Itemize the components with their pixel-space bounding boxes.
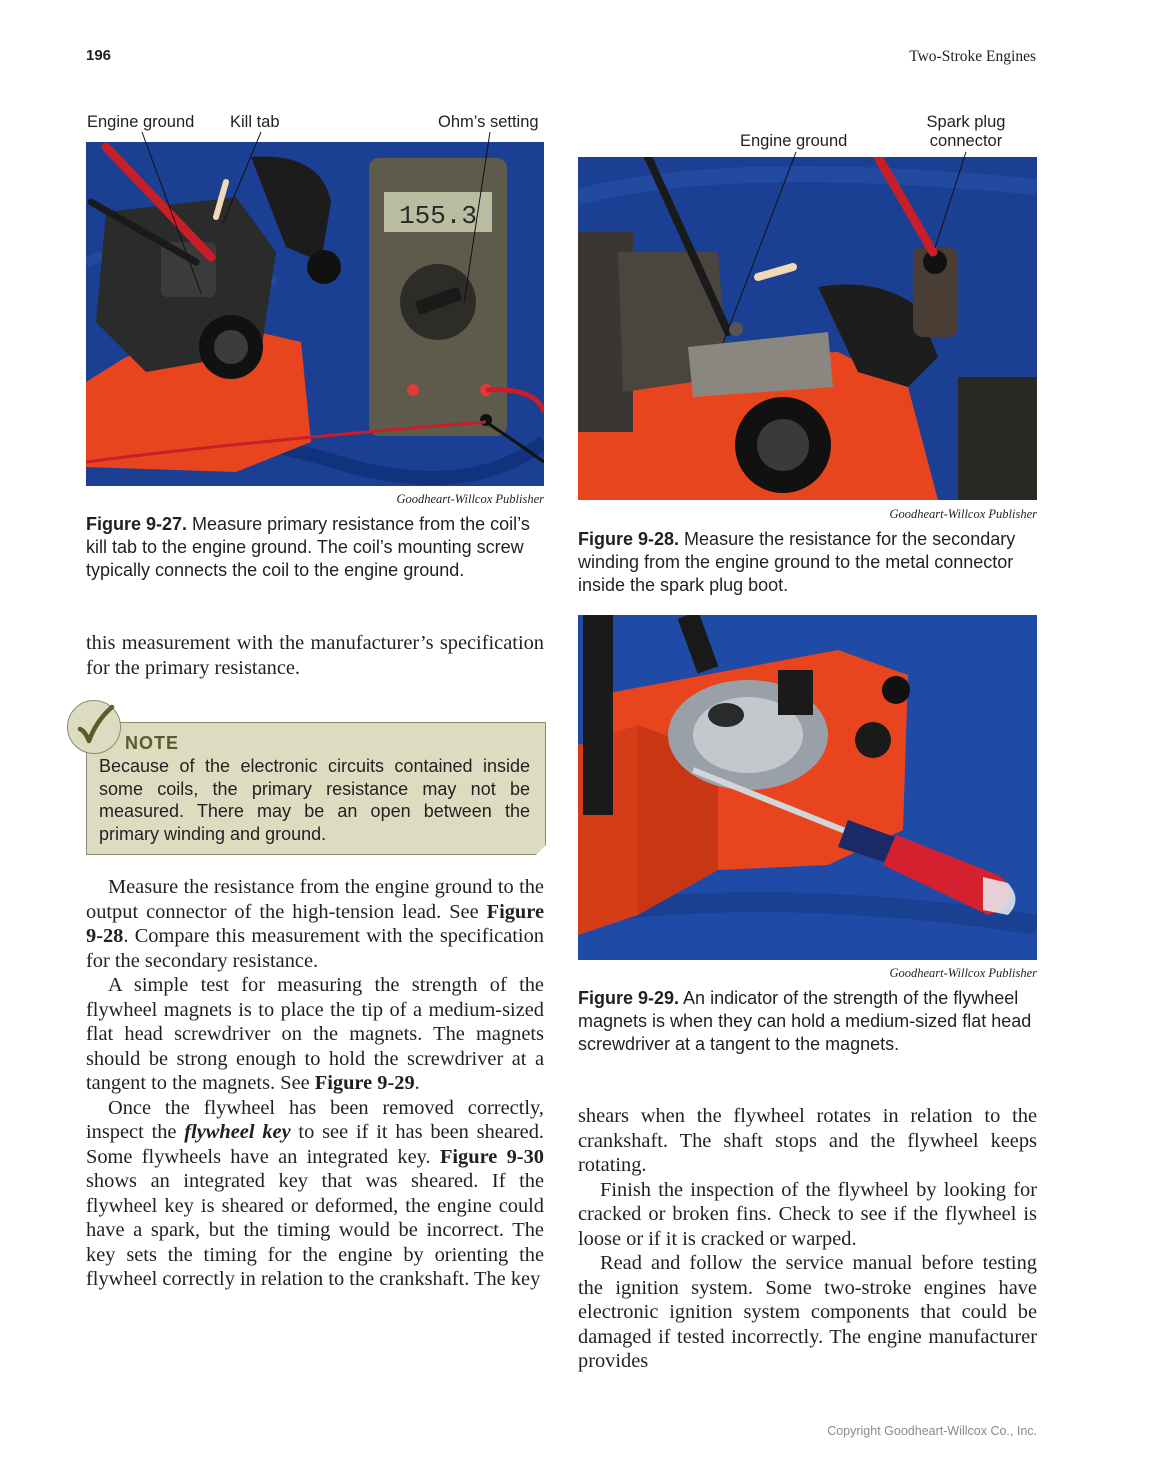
right-paragraph-3: Read and follow the service manual before testing the ignition system. Some two-stroke engines have electronic ignition system components that could be damaged if tested incorrectly. The engine manufacturer provides [578,1252,1037,1372]
note-text: Because of the electronic circuits contained inside some coils, the primary resistance may not be measured. There may be an open between the primary winding and ground. [99,756,530,844]
figure-9-28-caption-text: Measure the resistance for the secondary winding from the engine ground to the metal connector inside the spark plug boot. [578,529,1016,595]
figure-9-27-caption-text: Measure primary resistance from the coil’s kill tab to the engine ground. The coil’s mounting screw typically connects the coil to the engine ground. [86,514,530,580]
callout-spark-plug-line2: connector [929,132,1003,150]
left-paragraph-1-text: this measurement with the manufacturer’s specification for the primary resistance. [86,632,544,679]
callout-engine-ground-2: Engine ground [740,132,848,150]
left-paragraph-2-a: Measure the resistance from the engine ground to the output connector of the high-tension lead. See [86,876,544,923]
meter-display-value: 155.3 [398,201,478,231]
left-paragraph-4-a: Once the flywheel has been removed correctly, inspect the [86,1096,544,1143]
left-paragraph-4-c: shows an integrated key that was sheared. If the flywheel key is sheared or deformed, the engine could have a spark, but the timing would be incorrect. The key sets the timing for the engine by orienting the flywheel correctly in relation to the crankshaft. The key [86,1170,544,1290]
figure-9-27-leader-lines [86,128,544,308]
right-body-text [578,1104,1037,1374]
figure-9-29-caption-text: An indicator of the strength of the flywheel magnets is when they can hold a medium-sized flat head screwdriver at a tangent to the magnets. [578,988,1032,1054]
figure-9-27-label: Figure 9-27. [86,514,188,534]
figure-9-28-reference: Figure 9-28 [86,900,544,947]
left-paragraph-2 [86,875,544,973]
figure-9-28-label: Figure 9-28. [578,529,680,549]
left-paragraph-2-b: . Compare this measurement with the specification for the secondary resistance. [86,925,544,972]
page-number: 196 [86,47,112,64]
callout-ohms-setting: Ohm’s setting [438,113,539,131]
figure-9-28-caption [578,528,1037,597]
figure-9-28-leader-lines [578,148,1037,348]
callout-kill-tab: Kill tab [230,113,280,131]
figure-9-29-reference: Figure 9-29 [314,1072,415,1094]
figure-9-29-photo [578,615,1037,960]
figure-9-30-reference: Figure 9-30 [439,1145,544,1168]
left-paragraph-3 [86,973,544,1096]
callout-engine-ground: Engine ground [87,113,195,131]
note-heading: NOTE [125,733,180,753]
left-paragraph-4-b: to see if it has been sheared. Some flywheels have an integrated key. [86,1121,545,1168]
left-paragraph-1 [86,631,544,680]
running-title: Two-Stroke Engines [909,48,1036,65]
copyright-notice: Copyright Goodheart-Willcox Co., Inc. [827,1424,1037,1438]
callout-spark-plug-line1: Spark plug [926,113,1006,131]
checkmark-icon [68,701,120,753]
figure-9-29-caption [578,987,1037,1056]
term-flywheel-key: flywheel key [184,1121,291,1143]
figure-9-28-credit: Goodheart-Willcox Publisher [889,507,1037,521]
callout-spark-plug-connector [910,113,1022,151]
right-paragraph-1: shears when the flywheel rotates in relation to the crankshaft. The shaft stops and the flywheel keeps rotating. [578,1105,1037,1176]
figure-9-27-credit: Goodheart-Willcox Publisher [396,492,544,506]
figure-9-27-caption [86,513,544,582]
checkmark-badge [67,700,121,754]
left-paragraph-3-b: . [414,1072,420,1094]
figure-9-29-label: Figure 9-29. [578,988,680,1008]
left-paragraph-4 [86,1096,544,1292]
figure-9-29-credit: Goodheart-Willcox Publisher [889,966,1037,980]
flywheel-magnet-screwdriver-illustration [578,615,1037,960]
right-paragraph-2: Finish the inspection of the flywheel by looking for cracked or broken fins. Check to see if the flywheel is loose or if it is cracked or warped. [578,1178,1037,1250]
left-paragraph-3-a: A simple test for measuring the strength of the flywheel magnets is to place the tip of a medium-sized flat head screwdriver on the magnets. The magnets should be strong enough to hold the screwdriver at a tangent to the magnets. See [86,974,544,1094]
left-body-text [86,875,544,1292]
